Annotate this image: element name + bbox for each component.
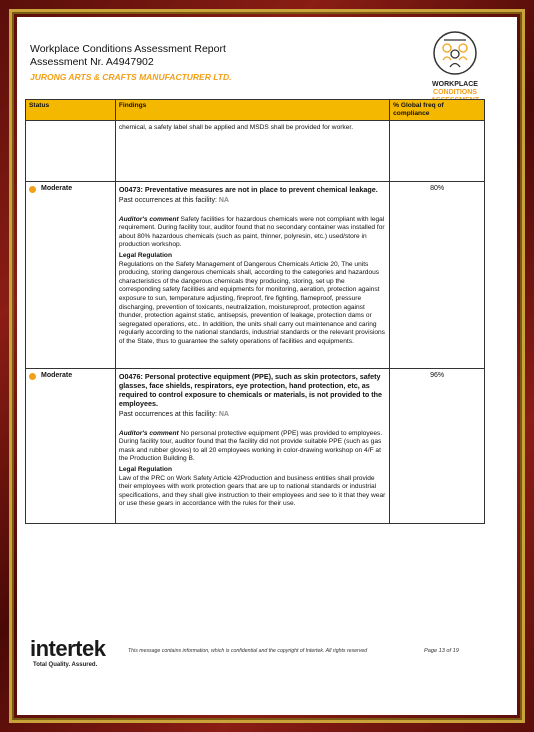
compliance-freq: 80% — [390, 182, 485, 369]
status-dot-icon — [29, 373, 36, 380]
header-findings: Findings — [115, 100, 389, 121]
auditor-text: No personal protective equipment (PPE) was provided to employees. During facility tour, auditor found that the facility did not provide suitable PPE (such as gas mask and rubber gloves) to all 20 employees working in color-drawing workshop on 4/F at the Production Building B. — [118, 429, 383, 463]
status-label: Moderate — [41, 372, 73, 379]
auditor-comment — [119, 216, 386, 250]
table-row — [26, 369, 485, 524]
finding-title: O0473: Preventative measures are not in place to prevent chemical leakage. — [118, 185, 378, 194]
company-name: JURONG ARTS & CRAFTS MANUFACTURER LTD. — [30, 72, 232, 82]
past-value: NA — [218, 197, 229, 204]
table-row — [26, 121, 485, 182]
past-label: Past occurrences at this facility: — [118, 411, 217, 418]
compliance-freq: 96% — [390, 369, 485, 524]
confidential-notice: This message contains information, which is confidential and the copyright of Intertek. All rights reserved — [128, 648, 368, 654]
header-status: Status — [26, 100, 116, 121]
past-value: NA — [218, 411, 229, 418]
table-row — [26, 182, 485, 369]
wca-logo — [422, 30, 488, 108]
status-dot-icon — [29, 186, 36, 193]
legal-text: Law of the PRC on Work Safety Article 42Production and business entities shall provide their employees with work protection gears that are up to national standards or industrial specifications, and they shall give instruction to their employees and see to it that they wear or use these gears in accordance with the rules for their use. — [118, 474, 386, 508]
intertek-tagline: Total Quality. Assured. — [33, 662, 98, 668]
header-freq: % Global freq of compliance — [390, 100, 485, 121]
past-occurrences — [119, 411, 386, 420]
auditor-text: Safety facilities for hazardous chemicals were not compliant with legal requirement. During facility tour, auditor found that no secondary container was installed for about 80% hazardous chemicals (such as paint, thinner, polyresin, etc.) used/store in production workshop. — [118, 215, 385, 249]
auditor-label: Auditor's comment — [118, 429, 179, 437]
legal-text: Regulations on the Safety Management of Dangerous Chemicals Article 20, The units producing, storing dangerous chemicals shall, according to the categories and hazardous characteristics of the dangerous chemicals they producing, storing, set up the corresponding safety facilities and equipments for monitoring, aeration, protection against exposure to sun, temperature adjusting, fireproof, fire fighting, flameproof, pressure discharging, prevention of toxicants, neutralization, moistureproof, protection against thunder, protection against static, antisepsis, prevention of leakage, protection dams or segregated operations, etc.. In addition, the units shall carry out maintenance and caring regularly according to the national standards, industrial standards or the relevant provisions of the State, thus to guarantee the safety operations of facilities and equipments. — [118, 260, 385, 345]
legal-heading: Legal Regulation — [118, 465, 172, 473]
findings-table — [25, 99, 485, 525]
assessment-number: Assessment Nr. A4947902 — [30, 56, 154, 68]
intertek-logo: intertek — [30, 636, 106, 661]
table-end — [26, 524, 485, 526]
continuation-text: chemical, a safety label shall be applied and MSDS shall be provided for worker. — [115, 121, 389, 182]
status-label: Moderate — [41, 185, 73, 192]
workers-icon — [432, 30, 478, 76]
title-line-1: Workplace Conditions Assessment Report — [30, 43, 226, 55]
past-label: Past occurrences at this facility: — [118, 197, 217, 204]
auditor-label: Auditor's comment — [118, 215, 179, 223]
status-badge — [29, 185, 112, 194]
past-occurrences — [119, 197, 386, 206]
logo-text-conditions: CONDITIONS — [433, 89, 477, 96]
page-number: Page 13 of 19 — [424, 648, 459, 654]
report-title — [30, 43, 226, 69]
status-badge — [29, 372, 112, 381]
finding-title: O0476: Personal protective equipment (PPE), such as skin protectors, safety glasses, face shields, respirators, eye protection, hand protection, etc, as required to control exposure to chemicals or materials, is not provided to the employees. — [118, 372, 383, 408]
legal-heading: Legal Regulation — [118, 251, 172, 259]
logo-text-workplace: WORKPLACE — [432, 81, 478, 88]
auditor-comment — [119, 430, 386, 464]
